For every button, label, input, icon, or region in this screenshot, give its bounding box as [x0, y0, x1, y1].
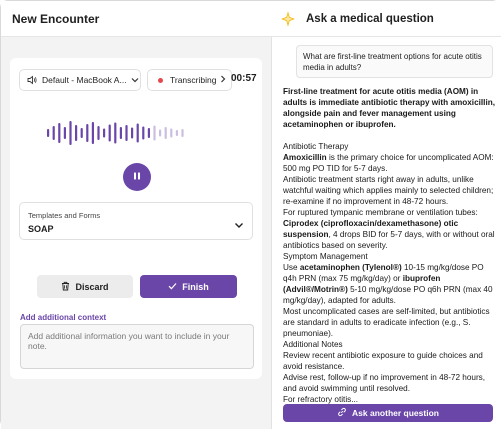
waveform-bar — [181, 129, 183, 137]
waveform-bar — [142, 127, 144, 140]
templates-label: Templates and Forms — [28, 211, 101, 220]
pause-icon — [132, 168, 142, 186]
microphone-label: Default - MacBook A... — [42, 75, 127, 85]
ask-another-label: Ask another question — [352, 408, 439, 418]
waveform-bar — [81, 128, 83, 138]
encounter-header — [1, 1, 272, 37]
chevron-down-icon — [131, 75, 139, 85]
templates-select[interactable] — [19, 202, 253, 240]
question-header — [272, 1, 501, 37]
chevron-down-icon — [234, 216, 244, 234]
page-title: New Encounter — [12, 12, 100, 26]
answer-line: For ruptured tympanic membrane or ventilation tubes: — [283, 208, 478, 217]
chevron-right-icon — [220, 75, 226, 85]
answer-line: Most uncomplicated cases are self-limited, but antibiotics are standard in adults to eradicate infection (e.g., S. pneumoniae). — [283, 307, 490, 338]
waveform-bar — [86, 124, 88, 142]
waveform-bar — [165, 127, 167, 139]
additional-context-label: Add additional context — [20, 313, 107, 322]
transcribing-status-button[interactable] — [147, 69, 232, 91]
waveform-bar — [120, 127, 122, 139]
answer-line: Advise rest, follow-up if no improvement in 48-72 hours, and avoid swimming until resolved. — [283, 373, 486, 393]
waveform-bar — [137, 124, 139, 143]
section-heading: Antibiotic Therapy — [283, 142, 349, 151]
discard-label: Discard — [75, 281, 109, 292]
question-bubble: What are first-line treatment options for acute otitis media in adults? — [296, 45, 493, 78]
waveform-bar — [64, 127, 66, 139]
waveform-bar — [92, 122, 94, 144]
waveform-bar — [103, 129, 105, 138]
waveform-bar — [159, 130, 161, 137]
waveform-bar — [114, 123, 116, 144]
discard-button[interactable] — [37, 275, 133, 298]
waveform-bar — [97, 126, 99, 140]
waveform-bar — [170, 129, 172, 138]
waveform-bar — [109, 125, 111, 142]
answer-line: Ciprodex (ciprofloxacin/dexamethasone) otic suspension, 4 drops BID for 5-7 days, with or without oral antibiotics based on severity. — [283, 219, 495, 250]
ask-another-question-button[interactable] — [283, 404, 493, 422]
finish-label: Finish — [182, 281, 209, 292]
answer-line: Amoxicillin is the primary choice for uncomplicated AOM: 500 mg PO TID for 5-7 days. — [283, 153, 494, 173]
transcribing-label: Transcribing — [170, 75, 217, 85]
sparkle-icon — [281, 12, 295, 26]
waveform-bar — [75, 125, 77, 141]
waveform-bar — [125, 125, 127, 141]
answer-line: Use acetaminophen (Tylenol®) 10-15 mg/kg/dose PO q4h PRN (max 75 mg/kg/day) or ibuprofen (Advil®/Motrin®) 5-10 mg/kg/dose PO q6h PRN (max 40 mg/kg/day), adapted for adults. — [283, 263, 493, 305]
medical-question-panel — [272, 1, 501, 429]
panel-title: Ask a medical question — [306, 13, 434, 25]
answer-summary: First-line treatment for acute otitis media (AOM) in adults is immediate antibiotic therapy with amoxicillin, alongside pain and fever management using acetaminophen or ibuprofen. — [283, 87, 496, 129]
finish-button[interactable] — [140, 275, 237, 298]
recording-timer: 00:57 — [231, 73, 257, 84]
microphone-select[interactable] — [19, 69, 141, 91]
answer-line: Antibiotic treatment starts right away in adults, unlike watchful waiting which applies mainly to selected children; re-examine if no improvement in 48-72 hours. — [283, 175, 494, 206]
waveform-bar — [47, 129, 49, 137]
pause-button[interactable] — [123, 163, 151, 191]
waveform-bar — [53, 126, 55, 140]
waveform-bar — [176, 130, 178, 136]
waveform-bar — [153, 126, 155, 141]
waveform-bar — [148, 128, 150, 138]
check-icon — [168, 282, 177, 292]
link-icon — [337, 407, 347, 419]
encounter-panel — [1, 1, 272, 429]
waveform-bar — [58, 123, 60, 143]
recording-dot-icon — [154, 74, 166, 86]
audio-waveform — [10, 113, 262, 153]
waveform-bar — [69, 121, 71, 145]
templates-value: SOAP — [28, 224, 54, 234]
waveform-bar — [131, 128, 133, 139]
section-heading: Symptom Management — [283, 252, 368, 261]
speaker-icon — [26, 74, 38, 86]
trash-icon — [61, 281, 70, 293]
additional-context-input[interactable] — [20, 324, 254, 369]
answer-line: Review recent antibiotic exposure to guide choices and avoid resistance. — [283, 351, 483, 371]
answer-content[interactable] — [283, 86, 496, 404]
section-heading: Additional Notes — [283, 340, 343, 349]
answer-line: For refractory otitis... — [283, 395, 359, 404]
